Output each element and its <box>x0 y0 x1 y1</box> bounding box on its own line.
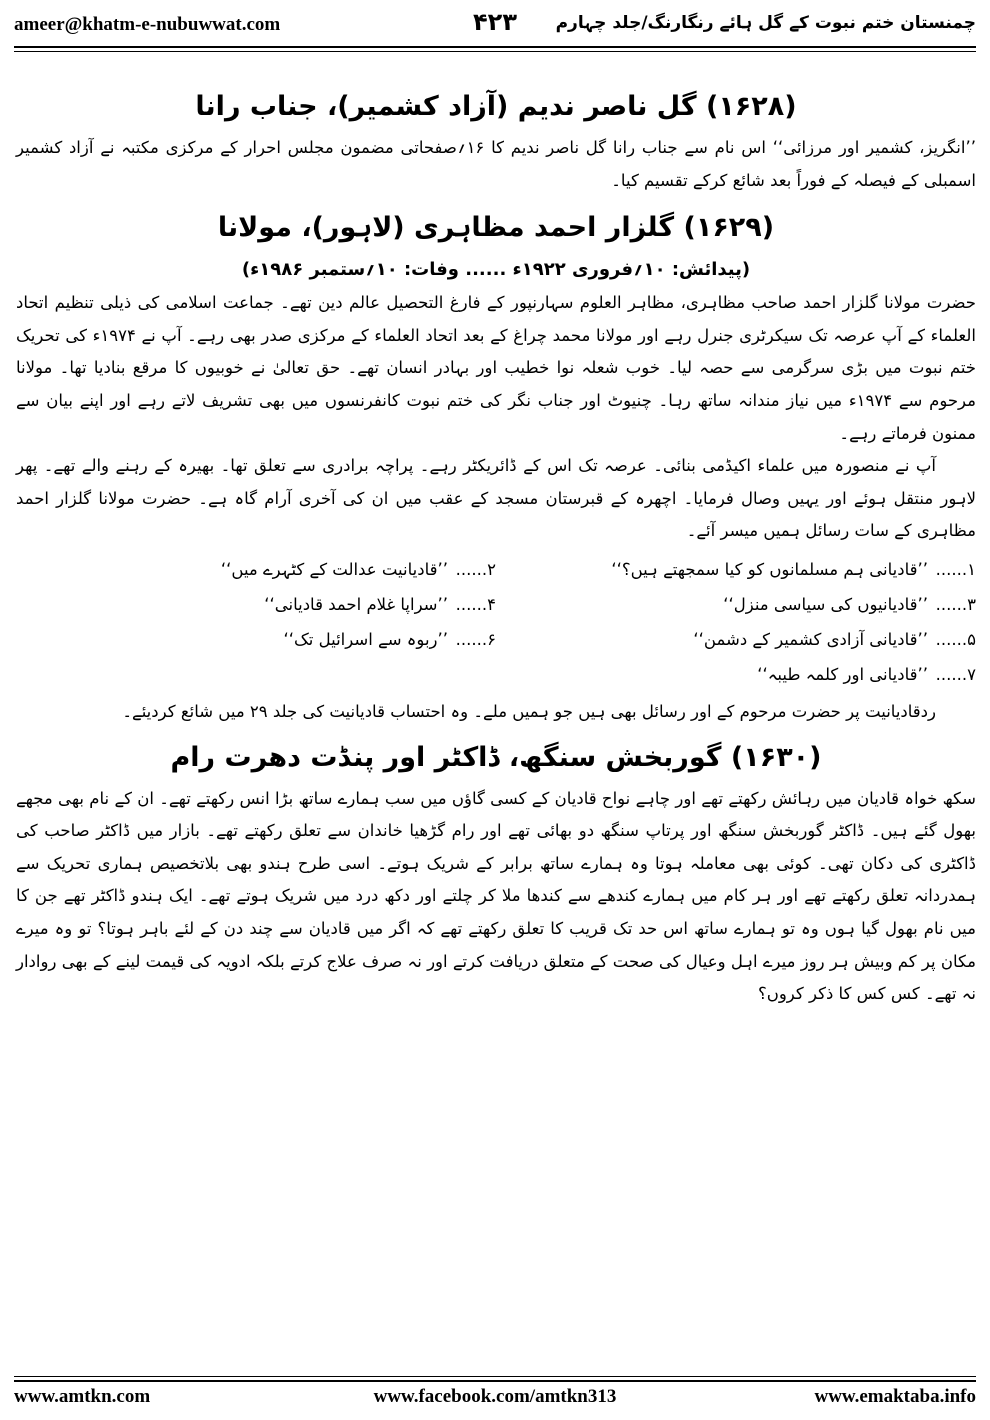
list-item <box>16 622 496 657</box>
list-item-title: ’’ربوہ سے اسرائیل تک‘‘ <box>283 629 448 649</box>
list-item-number: ۷...... <box>935 664 976 684</box>
entry-title: (۱۶۲۸) گل ناصر ندیم (آزاد کشمیر)، جناب رانا <box>195 91 797 122</box>
entry-title: (۱۶۲۹) گلزار احمد مظاہری (لاہور)، مولانا <box>217 212 775 244</box>
list-item-title: ’’قادیانی ہم مسلمانوں کو کیا سمجھتے ہیں؟‘‘ <box>611 559 928 579</box>
footer-link-facebook[interactable]: www.facebook.com/amtkn313 <box>373 1386 617 1407</box>
entry-paragraph: آپ نے منصورہ میں علماء اکیڈمی بنائی۔ عرصہ تک اس کے ڈائریکٹر رہے۔ پراچہ برادری سے تعلق تھا۔ بھیرہ کے رہنے والے تھے۔ پھر لاہور منتقل ہوئے اور یہیں وصال فرمایا۔ اچھرہ کے قبرستان مسجد کے عقب میں ان کی آخری آرام گاہ ہے۔ حضرت مولانا گلزار احمد مظاہری کے سات رسائل ہمیں میسر آئے۔ <box>16 456 976 541</box>
entry-dates: (پیدائش: ۱۰؍فروری ۱۹۲۲ء ...... وفات: ۱۰؍ستمبر ۱۹۸۶ء) <box>241 259 751 281</box>
header-rule-thin <box>14 51 976 52</box>
list-item-number: ۲...... <box>455 559 496 579</box>
page-body <box>16 80 976 1011</box>
book-title: چمنستان ختم نبوت کے گل ہائے رنگارنگ/جلد چہارم <box>555 13 976 33</box>
entry-paragraph: حضرت مولانا گلزار احمد صاحب مظاہری، مظاہر العلوم سہارنپور کے فارغ التحصیل عالم دین تھے۔ جماعت اسلامی کی ذیلی تنظیم اتحاد العلماء کے آپ عرصہ تک سیکرٹری جنرل رہے اور مولانا محمد چراغ کے بعد اتحاد العلماء کے مرکزی صدر بھی رہے۔ آپ نے ۱۹۷۴ء کی تحریک ختم نبوت میں بڑی سرگرمی سے حصہ لیا۔ خوب شعلہ نوا خطیب اور بہادر انسان تھے۔ حق تعالیٰ نے خوبیوں کا مرقع بنادیا تھا۔ مولانا مرحوم سے ۱۹۷۴ء میں نیاز مندانہ ساتھ رہا۔ چنیوٹ اور جناب نگر کی ختم نبوت کانفرنسوں میں بھی تشریف لاتے رہے اور اپنے بیان سے ممنون فرماتے رہے۔ <box>16 293 976 443</box>
list-row <box>16 587 976 622</box>
entry-1629 <box>16 205 976 728</box>
list-row <box>16 622 976 657</box>
list-item <box>496 552 976 587</box>
entry-paragraph: سکھ خواہ قادیان میں رہائش رکھتے تھے اور چاہے نواح قادیان کے کسی گاؤں میں سب ہمارے ساتھ بڑا انس رکھتے تھے۔ ان کے نام بھی مجھے بھول گئے ہیں۔ ڈاکٹر گوربخش سنگھ اور پرتاپ سنگھ دو بھائی تھے اور رام گڑھیا خاندان سے تعلق رکھتے تھے۔ بازار میں ڈاکٹر صاحب کی ڈاکٹری کی دکان تھی۔ کوئی بھی معاملہ ہوتا وہ ہمارے ساتھ برابر کے شریک ہوتے۔ اسی طرح ہندو بھی بلاتخصیص ہماری تحریک سے ہمدردانہ تعلق رکھتے تھے اور ہر کام میں ہمارے کندھے سے کندھا ملا کر چلتے اور دکھ درد میں شریک ہوتے تھے۔ ایک ہندو ڈاکٹر تھے جن کا میں نام بھول گیا ہوں وہ تو ہمارے ساتھ اس حد تک قریب کا تعلق رکھتے تھے کہ اگر میں قادیان سے چند دن کے لئے باہر ہوتا؟ تو وہ میرے مکان پر کم وبیش ہر روز میرے اہل وعیال کی صحت کے متعلق دریافت کرتے اور نہ صرف علاج کرتے بلکہ ادویہ کی قیمت لینے کے بھی روادار نہ تھے۔ کس کس کا ذکر کروں؟ <box>16 788 976 1004</box>
entry-paragraph: ردقادیانیت پر حضرت مرحوم کے اور رسائل بھی ہیں جو ہمیں ملے۔ وہ احتساب قادیانیت کی جلد ۲۹ میں شائع کردیئے۔ <box>122 701 936 721</box>
list-item <box>496 622 976 657</box>
list-item-title: ’’قادیانی آزادی کشمیر کے دشمن‘‘ <box>693 629 928 649</box>
list-item-title: ’’قادیانیت عدالت کے کٹہرے میں‘‘ <box>220 559 448 579</box>
list-item <box>16 587 496 622</box>
list-item <box>496 657 976 692</box>
header-rule <box>14 46 976 48</box>
entry-title: (۱۶۳۰) گوربخش سنگھ، ڈاکٹر اور پنڈت دھرت رام <box>170 741 822 773</box>
entry-paragraph: ’’انگریز، کشمیر اور مرزائی‘‘ اس نام سے جناب رانا گل ناصر ندیم کا ۱۶؍صفحاتی مضمون مجلس احرار کے مرکزی مکتبہ نے آزاد کشمیر اسمبلی کے فیصلہ کے فوراً بعد شائع کرکے تقسیم کیا۔ <box>16 138 976 190</box>
header-email: ameer@khatm-e-nubuwwat.com <box>14 14 281 35</box>
entry-1630 <box>16 735 976 1011</box>
list-row <box>16 552 976 587</box>
list-item-number: ۴...... <box>455 594 496 614</box>
list-item-number: ۵...... <box>935 629 976 649</box>
footer-link-amtkn[interactable]: www.amtkn.com <box>14 1386 151 1407</box>
entry-1628 <box>16 84 976 197</box>
list-item-title: ’’قادیانی اور کلمہ طیبہ‘‘ <box>757 664 928 684</box>
footer-rule <box>14 1380 976 1382</box>
page-footer <box>14 1386 976 1414</box>
list-item-title: ’’قادیانیوں کی سیاسی منزل‘‘ <box>723 594 928 614</box>
footer-rule-thin <box>14 1376 976 1377</box>
list-item-number: ۶...... <box>455 629 496 649</box>
list-item <box>496 587 976 622</box>
page-header <box>14 8 976 42</box>
page-number: ۴۲۳ <box>473 8 517 36</box>
booklet-list <box>16 552 976 692</box>
list-item-number: ۳...... <box>935 594 976 614</box>
list-item <box>16 552 496 587</box>
footer-link-emaktaba[interactable]: www.emaktaba.info <box>814 1386 976 1407</box>
list-item-number: ۱...... <box>935 559 976 579</box>
list-row <box>16 657 976 692</box>
list-item-title: ’’سراپا غلام احمد قادیانی‘‘ <box>264 594 448 614</box>
